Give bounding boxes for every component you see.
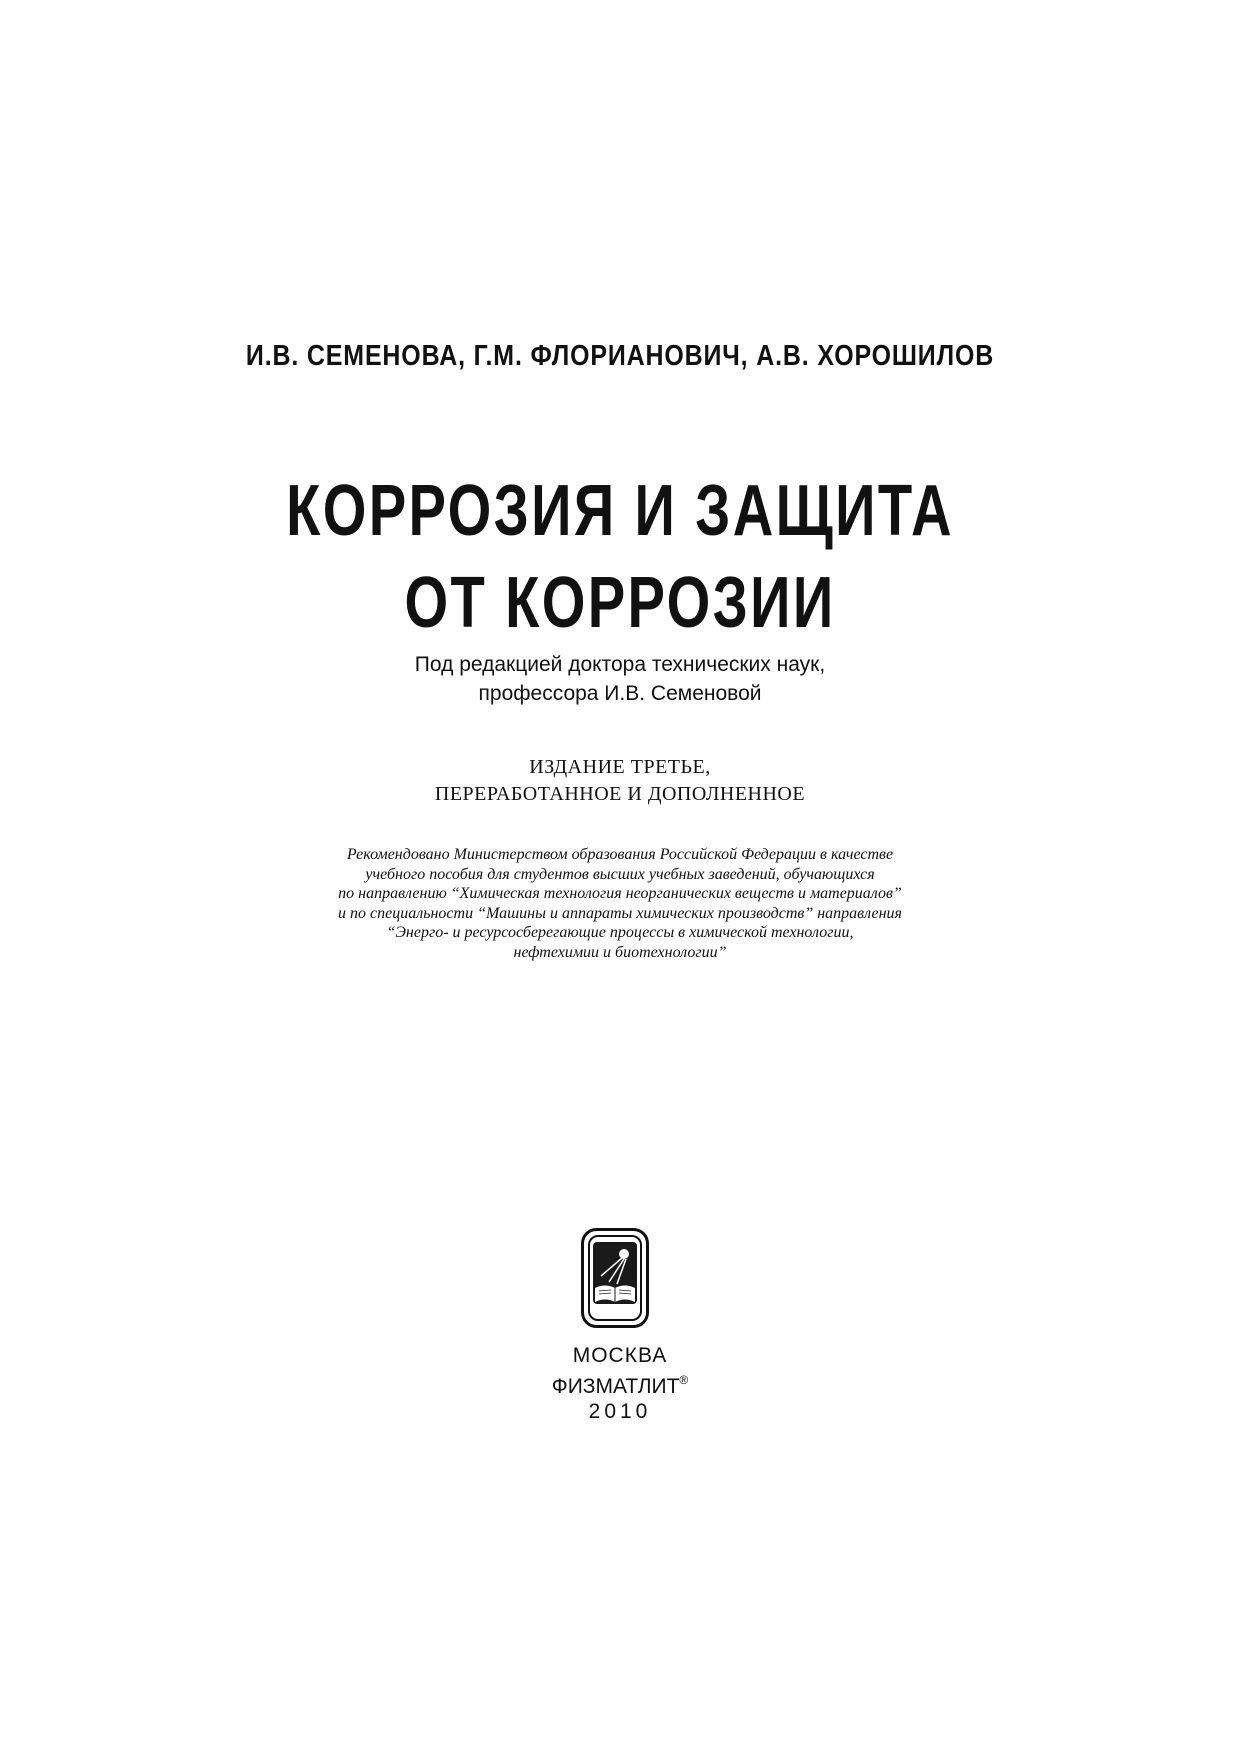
- recommendation-line: по направлению “Химическая технология неорганических веществ и материалов”: [338, 885, 902, 902]
- book-title: [136, 465, 1103, 649]
- publisher-emblem-icon: [581, 1228, 649, 1328]
- recommendation-line: учебного пособия для студентов высших учебных заведений, обучающихся: [365, 865, 875, 883]
- publisher-name-line: [0, 1368, 1240, 1399]
- publisher-name: ФИЗМАТЛИТ: [551, 1375, 680, 1398]
- recommendation-line: и по специальности “Машины и аппараты химических производств” направления: [338, 904, 902, 922]
- publication-year: 2010: [588, 1400, 652, 1423]
- edition-note-line-2: ПЕРЕРАБОТАННОЕ И ДОПОЛНЕННОЕ: [434, 783, 806, 805]
- authors: И.В. СЕМЕНОВА, Г.М. ФЛОРИАНОВИЧ, А.В. ХОРОШИЛОВ: [245, 340, 995, 372]
- registered-mark: ®: [679, 1373, 689, 1387]
- recommendation-line: Рекомендовано Министерством образования Российской Федерации в качестве: [346, 846, 894, 863]
- publisher-imprint: [0, 1343, 1240, 1424]
- recommendation-line: нефтехимии и биотехнологии”: [513, 943, 727, 961]
- editor-note-line-2: профессора И.В. Семеновой: [478, 682, 762, 705]
- edition-note-line-1: ИЗДАНИЕ ТРЕТЬЕ,: [529, 756, 711, 778]
- recommendation-line: “Энерго- и ресурсосберегающие процессы в химической технологии,: [386, 924, 854, 941]
- edition-note: [0, 754, 1240, 808]
- ministry-recommendation: [0, 845, 1240, 962]
- publisher-city: МОСКВА: [572, 1344, 668, 1367]
- book-title-line-1: КОРРОЗИЯ И ЗАЩИТА: [286, 471, 954, 551]
- book-title-line-2: ОТ КОРРОЗИИ: [404, 563, 836, 643]
- editor-note: [0, 650, 1240, 708]
- editor-note-line-1: Под редакцией доктора технических наук,: [414, 653, 826, 676]
